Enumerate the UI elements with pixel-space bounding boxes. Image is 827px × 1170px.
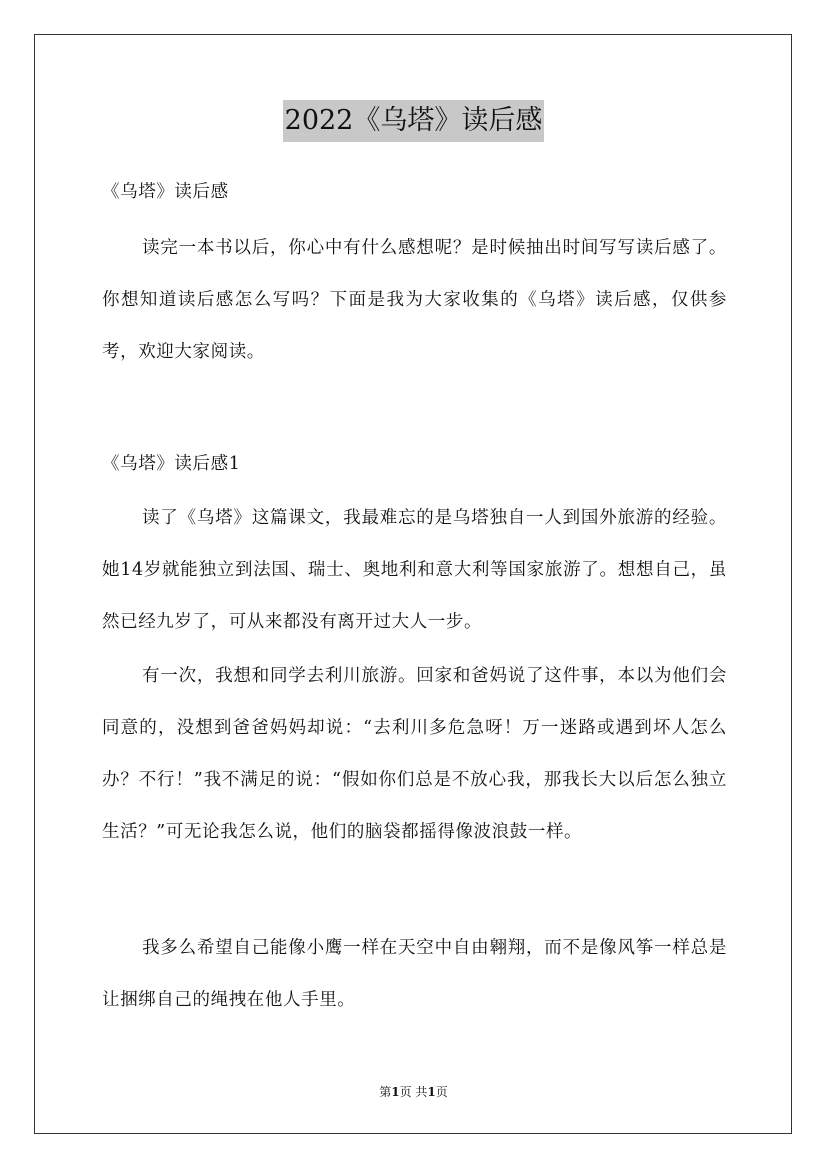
body-paragraph: 有一次，我想和同学去利川旅游。回家和爸妈说了这件事，本以为他们会同意的，没想到爸爸妈妈却说：“去利川多危急呀！万一迷路或遇到坏人怎么办？不行！”我不满足的说：“假如你们总是不放心我，那我长大以后怎么独立生活？”可无论我怎么说，他们的脑袋都摇得像波浪鼓一样。 <box>102 666 727 842</box>
body-paragraph: 我多么希望自己能像小鹰一样在天空中自由翱翔，而不是像风筝一样总是让捆绑自己的绳拽在他人手里。 <box>102 938 727 1010</box>
section-heading-1: 《乌塔》读后感1 <box>102 454 241 474</box>
document-title: 2022《乌塔》读后感 <box>283 100 545 142</box>
page-footer <box>0 1083 827 1100</box>
section-heading: 《乌塔》读后感 <box>102 182 229 202</box>
footer-mid: 页 共 <box>399 1085 428 1099</box>
footer-prefix: 第 <box>379 1085 392 1099</box>
title-container <box>0 100 827 142</box>
page-total: 1 <box>427 1085 436 1099</box>
intro-paragraph: 读完一本书以后，你心中有什么感想呢？是时候抽出时间写写读后感了。你想知道读后感怎么写吗？下面是我为大家收集的《乌塔》读后感，仅供参考，欢迎大家阅读。 <box>102 238 727 362</box>
body-paragraph: 读了《乌塔》这篇课文，我最难忘的是乌塔独自一人到国外旅游的经验。她14岁就能独立到法国、瑞士、奥地利和意大利等国家旅游了。想想自己，虽然已经九岁了，可从来都没有离开过大人一步。 <box>102 508 727 632</box>
page-number: 1 <box>391 1085 400 1099</box>
footer-suffix: 页 <box>435 1085 448 1099</box>
